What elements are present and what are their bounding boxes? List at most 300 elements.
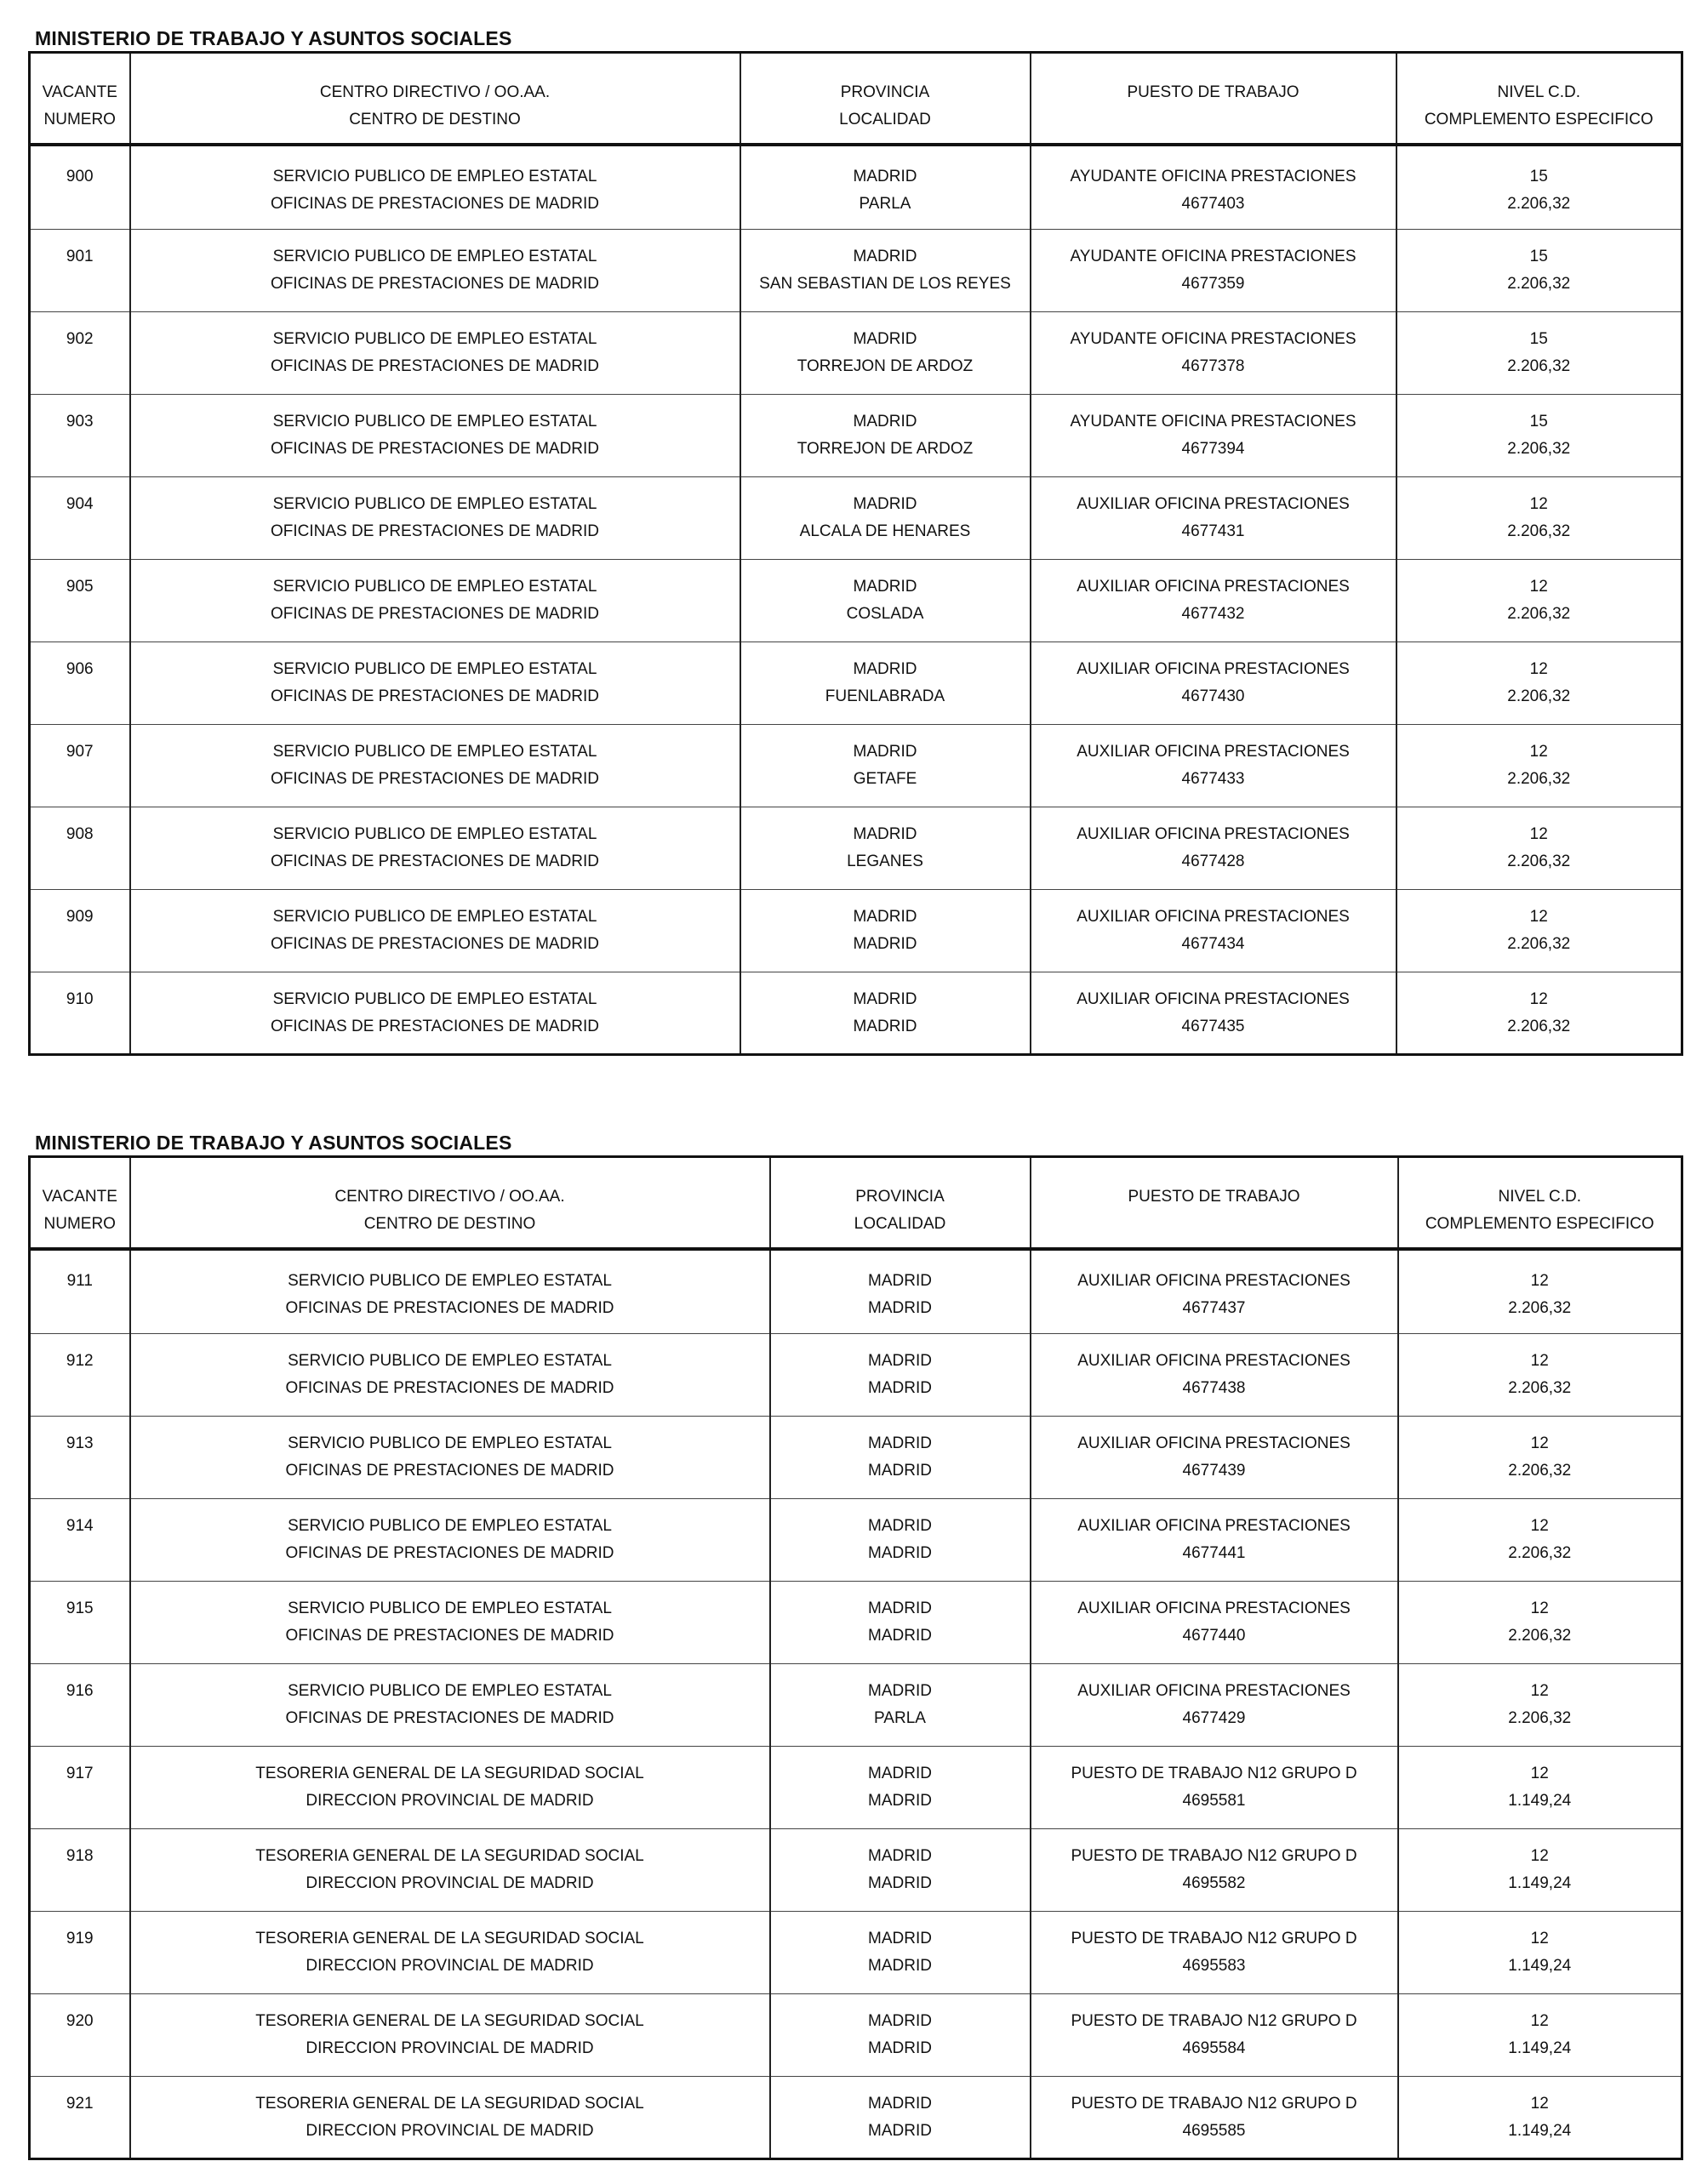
cell-line: 12	[1530, 1434, 1549, 1452]
cell-puesto-trabajo	[1031, 230, 1396, 312]
cell-provincia-localidad	[770, 1249, 1031, 1334]
cell-line: MADRID	[853, 743, 917, 761]
cell-line: MADRID	[868, 1874, 932, 1892]
cell-centro-destino	[130, 312, 740, 395]
cell-line: MADRID	[853, 660, 917, 678]
cell-line: MADRID	[853, 908, 917, 926]
header-label: VACANTE	[42, 1188, 117, 1206]
cell-vacante-numero: 911	[30, 1249, 130, 1334]
table-header	[30, 1157, 1682, 1249]
cell-line: 4677431	[1181, 522, 1245, 540]
cell-line: SERVICIO PUBLICO DE EMPLEO ESTATAL	[272, 990, 597, 1008]
header-label: CENTRO DE DESTINO	[349, 111, 521, 128]
cell-nivel-complemento	[1396, 972, 1682, 1055]
cell-line: SERVICIO PUBLICO DE EMPLEO ESTATAL	[288, 1600, 612, 1617]
cell-line: OFICINAS DE PRESTACIONES DE MADRID	[270, 194, 600, 213]
table-row	[30, 1994, 1682, 2077]
cell-line: 2.206,32	[1507, 853, 1571, 870]
cell-line: 12	[1530, 1271, 1549, 1290]
cell-nivel-complemento	[1398, 1994, 1682, 2077]
cell-line: TORREJON DE ARDOZ	[797, 357, 974, 375]
cell-provincia-localidad	[740, 477, 1031, 560]
cell-line: OFICINAS DE PRESTACIONES DE MADRID	[270, 770, 600, 788]
cell-puesto-trabajo	[1031, 2077, 1398, 2159]
cell-line: 12	[1529, 660, 1548, 678]
cell-line: MADRID	[868, 1847, 932, 1865]
cell-line: 2.206,32	[1508, 1379, 1572, 1397]
cell-line: SAN SEBASTIAN DE LOS REYES	[759, 275, 1011, 293]
cell-vacante-numero: 910	[30, 972, 130, 1055]
cell-vacante-numero: 901	[30, 230, 130, 312]
table-row	[30, 1334, 1682, 1417]
cell-nivel-complemento	[1396, 890, 1682, 972]
cell-line: SERVICIO PUBLICO DE EMPLEO ESTATAL	[288, 1271, 612, 1290]
cell-puesto-trabajo	[1031, 145, 1396, 230]
header-vacante-numero	[30, 1157, 130, 1249]
cell-line: AYUDANTE OFICINA PRESTACIONES	[1070, 413, 1356, 431]
header-label: PUESTO DE TRABAJO	[1128, 1188, 1300, 1206]
cell-line: PUESTO DE TRABAJO N12 GRUPO D	[1071, 2095, 1357, 2113]
cell-line: 12	[1530, 1682, 1549, 1700]
cell-line: PUESTO DE TRABAJO N12 GRUPO D	[1071, 1765, 1357, 1782]
cell-line: PUESTO DE TRABAJO N12 GRUPO D	[1071, 1930, 1357, 1947]
cell-line: LEGANES	[847, 853, 923, 870]
header-label: LOCALIDAD	[854, 1215, 946, 1233]
cell-line: DIRECCION PROVINCIAL DE MADRID	[306, 2122, 594, 2140]
table-row	[30, 642, 1682, 725]
cell-line: AUXILIAR OFICINA PRESTACIONES	[1077, 1271, 1351, 1290]
cell-nivel-complemento	[1398, 1249, 1682, 1334]
header-provincia-localidad	[770, 1157, 1031, 1249]
cell-line: SERVICIO PUBLICO DE EMPLEO ESTATAL	[272, 413, 597, 431]
cell-vacante-numero: 919	[30, 1912, 130, 1994]
vacancy-table	[28, 1155, 1683, 2160]
cell-puesto-trabajo	[1031, 1912, 1398, 1994]
cell-line: 4677440	[1182, 1627, 1246, 1645]
cell-line: 4695582	[1182, 1874, 1246, 1892]
cell-line: MADRID	[868, 1298, 932, 1317]
header-label: LOCALIDAD	[839, 111, 931, 128]
cell-provincia-localidad	[770, 1747, 1031, 1829]
cell-line: MADRID	[853, 413, 917, 431]
cell-line: ALCALA DE HENARES	[799, 522, 971, 540]
cell-vacante-numero: 903	[30, 395, 130, 477]
cell-centro-destino	[130, 1829, 770, 1912]
cell-puesto-trabajo	[1031, 312, 1396, 395]
cell-line: MADRID	[868, 2012, 932, 2030]
cell-provincia-localidad	[770, 1499, 1031, 1582]
cell-provincia-localidad	[740, 312, 1031, 395]
cell-line: AUXILIAR OFICINA PRESTACIONES	[1077, 990, 1350, 1008]
table-row	[30, 477, 1682, 560]
vacancy-table	[28, 51, 1683, 1056]
cell-line: MADRID	[853, 578, 917, 596]
header-row	[30, 1157, 1682, 1249]
header-vacante-numero	[30, 53, 130, 145]
table-row	[30, 972, 1682, 1055]
cell-vacante-numero: 914	[30, 1499, 130, 1582]
cell-line: AUXILIAR OFICINA PRESTACIONES	[1077, 1352, 1351, 1370]
cell-line: MADRID	[868, 2095, 932, 2113]
cell-line: TESORERIA GENERAL DE LA SEGURIDAD SOCIAL	[255, 2012, 644, 2030]
cell-line: AUXILIAR OFICINA PRESTACIONES	[1077, 660, 1350, 678]
cell-nivel-complemento	[1398, 1747, 1682, 1829]
cell-provincia-localidad	[770, 1582, 1031, 1664]
cell-line: 2.206,32	[1507, 770, 1571, 788]
cell-line: SERVICIO PUBLICO DE EMPLEO ESTATAL	[272, 908, 597, 926]
cell-vacante-numero: 918	[30, 1829, 130, 1912]
cell-nivel-complemento	[1396, 145, 1682, 230]
cell-line: SERVICIO PUBLICO DE EMPLEO ESTATAL	[272, 743, 597, 761]
cell-line: MADRID	[853, 935, 917, 953]
header-label: PROVINCIA	[840, 83, 930, 101]
cell-line: 2.206,32	[1507, 275, 1571, 293]
header-provincia-localidad	[740, 53, 1031, 145]
cell-line: AUXILIAR OFICINA PRESTACIONES	[1077, 825, 1350, 843]
cell-line: OFICINAS DE PRESTACIONES DE MADRID	[270, 935, 600, 953]
header-row	[30, 53, 1682, 145]
cell-line: OFICINAS DE PRESTACIONES DE MADRID	[285, 1709, 614, 1727]
cell-line: 4677438	[1182, 1379, 1246, 1397]
header-label: VACANTE	[42, 83, 117, 101]
cell-puesto-trabajo	[1031, 560, 1396, 642]
cell-nivel-complemento	[1396, 807, 1682, 890]
cell-puesto-trabajo	[1031, 1499, 1398, 1582]
cell-line: 2.206,32	[1507, 1018, 1571, 1035]
cell-line: OFICINAS DE PRESTACIONES DE MADRID	[270, 1018, 600, 1035]
cell-provincia-localidad	[770, 1829, 1031, 1912]
cell-line: SERVICIO PUBLICO DE EMPLEO ESTATAL	[288, 1352, 612, 1370]
cell-line: MADRID	[868, 1517, 932, 1535]
header-label: COMPLEMENTO ESPECIFICO	[1425, 1215, 1654, 1233]
cell-line: AYUDANTE OFICINA PRESTACIONES	[1070, 167, 1356, 185]
cell-line: AYUDANTE OFICINA PRESTACIONES	[1070, 330, 1356, 348]
cell-centro-destino	[130, 890, 740, 972]
cell-puesto-trabajo	[1031, 1582, 1398, 1664]
cell-vacante-numero: 908	[30, 807, 130, 890]
cell-puesto-trabajo	[1031, 807, 1396, 890]
header-label: COMPLEMENTO ESPECIFICO	[1424, 111, 1653, 128]
cell-line: 4677428	[1181, 853, 1245, 870]
cell-nivel-complemento	[1396, 395, 1682, 477]
cell-line: 1.149,24	[1508, 2122, 1572, 2140]
cell-line: 15	[1529, 413, 1548, 431]
header-nivel-complemento	[1396, 53, 1682, 145]
cell-line: AUXILIAR OFICINA PRESTACIONES	[1077, 908, 1350, 926]
cell-puesto-trabajo	[1031, 890, 1396, 972]
cell-centro-destino	[130, 395, 740, 477]
cell-line: MADRID	[868, 1682, 932, 1700]
cell-vacante-numero: 917	[30, 1747, 130, 1829]
cell-line: 4695581	[1182, 1792, 1246, 1810]
cell-vacante-numero: 904	[30, 477, 130, 560]
table-row	[30, 1582, 1682, 1664]
cell-vacante-numero: 913	[30, 1417, 130, 1499]
cell-line: 4677437	[1182, 1298, 1246, 1317]
header-label: NIVEL C.D.	[1498, 1188, 1581, 1206]
cell-provincia-localidad	[740, 230, 1031, 312]
cell-centro-destino	[130, 230, 740, 312]
cell-puesto-trabajo	[1031, 1994, 1398, 2077]
header-label: PROVINCIA	[855, 1188, 945, 1206]
cell-centro-destino	[130, 972, 740, 1055]
cell-line: 12	[1530, 2095, 1549, 2113]
cell-vacante-numero: 916	[30, 1664, 130, 1747]
cell-line: 12	[1529, 908, 1548, 926]
header-label: NUMERO	[43, 111, 116, 128]
cell-line: SERVICIO PUBLICO DE EMPLEO ESTATAL	[288, 1434, 612, 1452]
cell-provincia-localidad	[770, 1664, 1031, 1747]
cell-line: 4677430	[1181, 687, 1245, 705]
cell-centro-destino	[130, 1417, 770, 1499]
cell-puesto-trabajo	[1031, 1829, 1398, 1912]
cell-line: MADRID	[868, 2039, 932, 2057]
cell-puesto-trabajo	[1031, 972, 1396, 1055]
cell-line: 2.206,32	[1508, 1298, 1572, 1317]
cell-line: MADRID	[868, 1930, 932, 1947]
cell-nivel-complemento	[1396, 312, 1682, 395]
cell-line: 4677429	[1182, 1709, 1246, 1727]
header-nivel-complemento	[1398, 1157, 1682, 1249]
cell-line: MADRID	[868, 1462, 932, 1480]
cell-provincia-localidad	[770, 2077, 1031, 2159]
cell-line: OFICINAS DE PRESTACIONES DE MADRID	[270, 687, 600, 705]
header-centro-destino	[130, 53, 740, 145]
header-puesto-trabajo	[1031, 53, 1396, 145]
cell-line: SERVICIO PUBLICO DE EMPLEO ESTATAL	[272, 330, 597, 348]
cell-provincia-localidad	[740, 972, 1031, 1055]
table-header	[30, 53, 1682, 145]
cell-provincia-localidad	[740, 560, 1031, 642]
cell-line: OFICINAS DE PRESTACIONES DE MADRID	[270, 605, 600, 623]
vacancy-section-1	[28, 26, 1681, 1056]
cell-line: 4677439	[1182, 1462, 1246, 1480]
cell-centro-destino	[130, 807, 740, 890]
cell-provincia-localidad	[770, 1912, 1031, 1994]
cell-line: 1.149,24	[1508, 2039, 1572, 2057]
cell-provincia-localidad	[740, 642, 1031, 725]
cell-centro-destino	[130, 145, 740, 230]
cell-puesto-trabajo	[1031, 642, 1396, 725]
cell-line: PUESTO DE TRABAJO N12 GRUPO D	[1071, 1847, 1357, 1865]
cell-line: TORREJON DE ARDOZ	[797, 440, 974, 458]
cell-line: DIRECCION PROVINCIAL DE MADRID	[306, 2039, 594, 2057]
cell-line: GETAFE	[853, 770, 917, 788]
cell-nivel-complemento	[1398, 1664, 1682, 1747]
cell-puesto-trabajo	[1031, 395, 1396, 477]
cell-line: AUXILIAR OFICINA PRESTACIONES	[1077, 1600, 1351, 1617]
table-row	[30, 1249, 1682, 1334]
cell-puesto-trabajo	[1031, 477, 1396, 560]
table-row	[30, 1499, 1682, 1582]
cell-puesto-trabajo	[1031, 1417, 1398, 1499]
cell-line: 2.206,32	[1508, 1709, 1572, 1727]
table-row	[30, 1829, 1682, 1912]
cell-provincia-localidad	[740, 807, 1031, 890]
table-row	[30, 1664, 1682, 1747]
cell-line: 12	[1530, 1352, 1549, 1370]
cell-line: 12	[1530, 1517, 1549, 1535]
cell-line: 1.149,24	[1508, 1874, 1572, 1892]
header-label: PUESTO DE TRABAJO	[1127, 83, 1299, 101]
cell-line: 12	[1529, 578, 1548, 596]
cell-line: 4677394	[1181, 440, 1245, 458]
cell-line: OFICINAS DE PRESTACIONES DE MADRID	[285, 1379, 614, 1397]
cell-line: OFICINAS DE PRESTACIONES DE MADRID	[285, 1462, 614, 1480]
cell-line: 1.149,24	[1508, 1957, 1572, 1975]
cell-nivel-complemento	[1398, 1912, 1682, 1994]
header-label: NIVEL C.D.	[1497, 83, 1580, 101]
cell-line: AUXILIAR OFICINA PRESTACIONES	[1077, 1517, 1351, 1535]
cell-vacante-numero: 920	[30, 1994, 130, 2077]
header-puesto-trabajo	[1031, 1157, 1398, 1249]
cell-provincia-localidad	[770, 1417, 1031, 1499]
cell-line: MADRID	[868, 1379, 932, 1397]
table-row	[30, 1747, 1682, 1829]
cell-line: AUXILIAR OFICINA PRESTACIONES	[1077, 578, 1350, 596]
cell-centro-destino	[130, 725, 740, 807]
table-row	[30, 1912, 1682, 1994]
cell-line: OFICINAS DE PRESTACIONES DE MADRID	[270, 853, 600, 870]
cell-centro-destino	[130, 1582, 770, 1664]
cell-line: DIRECCION PROVINCIAL DE MADRID	[306, 1874, 594, 1892]
cell-line: 12	[1530, 1765, 1549, 1782]
cell-vacante-numero: 909	[30, 890, 130, 972]
header-label: CENTRO DIRECTIVO / OO.AA.	[334, 1188, 565, 1206]
cell-line: 12	[1529, 825, 1548, 843]
cell-puesto-trabajo	[1031, 1664, 1398, 1747]
cell-line: 12	[1529, 743, 1548, 761]
table-row	[30, 807, 1682, 890]
header-label: NUMERO	[43, 1215, 116, 1233]
cell-line: TESORERIA GENERAL DE LA SEGURIDAD SOCIAL	[255, 1847, 644, 1865]
cell-nivel-complemento	[1396, 560, 1682, 642]
cell-line: MADRID	[868, 1792, 932, 1810]
cell-nivel-complemento	[1398, 1582, 1682, 1664]
cell-line: MADRID	[853, 248, 917, 265]
table-row	[30, 312, 1682, 395]
cell-line: DIRECCION PROVINCIAL DE MADRID	[306, 1792, 594, 1810]
cell-line: 15	[1529, 330, 1548, 348]
header-centro-destino	[130, 1157, 770, 1249]
cell-line: OFICINAS DE PRESTACIONES DE MADRID	[285, 1544, 614, 1562]
cell-line: 2.206,32	[1507, 357, 1571, 375]
cell-vacante-numero: 905	[30, 560, 130, 642]
cell-line: 4677434	[1181, 935, 1245, 953]
cell-centro-destino	[130, 1499, 770, 1582]
cell-nivel-complemento	[1396, 725, 1682, 807]
cell-line: OFICINAS DE PRESTACIONES DE MADRID	[270, 440, 600, 458]
cell-nivel-complemento	[1398, 1499, 1682, 1582]
cell-nivel-complemento	[1398, 2077, 1682, 2159]
cell-line: SERVICIO PUBLICO DE EMPLEO ESTATAL	[288, 1682, 612, 1700]
cell-provincia-localidad	[740, 890, 1031, 972]
cell-line: MADRID	[853, 1018, 917, 1035]
cell-line: MADRID	[868, 2122, 932, 2140]
cell-line: MADRID	[868, 1544, 932, 1562]
cell-vacante-numero: 921	[30, 2077, 130, 2159]
cell-line: 4695583	[1182, 1957, 1246, 1975]
cell-line: 12	[1530, 1600, 1549, 1617]
cell-line: 12	[1529, 990, 1548, 1008]
cell-line: 2.206,32	[1507, 440, 1571, 458]
cell-vacante-numero: 900	[30, 145, 130, 230]
cell-line: 4695584	[1182, 2039, 1246, 2057]
cell-provincia-localidad	[740, 395, 1031, 477]
cell-line: 2.206,32	[1507, 935, 1571, 953]
cell-line: SERVICIO PUBLICO DE EMPLEO ESTATAL	[272, 825, 597, 843]
section-title: MINISTERIO DE TRABAJO Y ASUNTOS SOCIALES	[35, 1132, 512, 1154]
cell-line: SERVICIO PUBLICO DE EMPLEO ESTATAL	[272, 660, 597, 678]
table-row	[30, 395, 1682, 477]
cell-centro-destino	[130, 477, 740, 560]
cell-line: 4677403	[1181, 194, 1245, 213]
cell-line: MADRID	[853, 330, 917, 348]
cell-provincia-localidad	[740, 725, 1031, 807]
section-title: MINISTERIO DE TRABAJO Y ASUNTOS SOCIALES	[35, 27, 512, 49]
cell-centro-destino	[130, 1747, 770, 1829]
cell-line: SERVICIO PUBLICO DE EMPLEO ESTATAL	[272, 248, 597, 265]
cell-line: SERVICIO PUBLICO DE EMPLEO ESTATAL	[272, 167, 597, 185]
cell-nivel-complemento	[1398, 1417, 1682, 1499]
cell-centro-destino	[130, 1334, 770, 1417]
cell-line: 4677433	[1181, 770, 1245, 788]
cell-line: 2.206,32	[1508, 1627, 1572, 1645]
cell-puesto-trabajo	[1031, 725, 1396, 807]
cell-provincia-localidad	[740, 145, 1031, 230]
cell-nivel-complemento	[1396, 642, 1682, 725]
cell-puesto-trabajo	[1031, 1249, 1398, 1334]
cell-vacante-numero: 912	[30, 1334, 130, 1417]
cell-line: AYUDANTE OFICINA PRESTACIONES	[1070, 248, 1356, 265]
table-body	[30, 145, 1682, 1055]
cell-centro-destino	[130, 1912, 770, 1994]
cell-nivel-complemento	[1398, 1334, 1682, 1417]
cell-puesto-trabajo	[1031, 1747, 1398, 1829]
cell-line: AUXILIAR OFICINA PRESTACIONES	[1077, 743, 1350, 761]
cell-line: TESORERIA GENERAL DE LA SEGURIDAD SOCIAL	[255, 2095, 644, 2113]
cell-line: TESORERIA GENERAL DE LA SEGURIDAD SOCIAL	[255, 1765, 644, 1782]
cell-line: MADRID	[868, 1765, 932, 1782]
cell-line: SERVICIO PUBLICO DE EMPLEO ESTATAL	[288, 1517, 612, 1535]
cell-line: MADRID	[868, 1271, 932, 1290]
cell-centro-destino	[130, 560, 740, 642]
cell-nivel-complemento	[1396, 477, 1682, 560]
cell-provincia-localidad	[770, 1334, 1031, 1417]
cell-line: 12	[1530, 2012, 1549, 2030]
cell-nivel-complemento	[1398, 1829, 1682, 1912]
cell-line: OFICINAS DE PRESTACIONES DE MADRID	[270, 275, 600, 293]
cell-centro-destino	[130, 1249, 770, 1334]
cell-line: MADRID	[868, 1352, 932, 1370]
cell-line: 4677441	[1182, 1544, 1246, 1562]
cell-line: 4677432	[1181, 605, 1245, 623]
cell-line: SERVICIO PUBLICO DE EMPLEO ESTATAL	[272, 578, 597, 596]
cell-line: 4677378	[1181, 357, 1245, 375]
cell-line: MADRID	[853, 825, 917, 843]
cell-line: 12	[1529, 495, 1548, 513]
cell-line: 2.206,32	[1508, 1544, 1572, 1562]
cell-line: AUXILIAR OFICINA PRESTACIONES	[1077, 1434, 1351, 1452]
cell-line: MADRID	[868, 1957, 932, 1975]
cell-line: OFICINAS DE PRESTACIONES DE MADRID	[285, 1627, 614, 1645]
header-label: CENTRO DE DESTINO	[363, 1215, 536, 1233]
table-row	[30, 2077, 1682, 2159]
cell-line: MADRID	[853, 167, 917, 185]
header-label: CENTRO DIRECTIVO / OO.AA.	[319, 83, 551, 101]
cell-line: MADRID	[853, 495, 917, 513]
cell-line: MADRID	[868, 1434, 932, 1452]
